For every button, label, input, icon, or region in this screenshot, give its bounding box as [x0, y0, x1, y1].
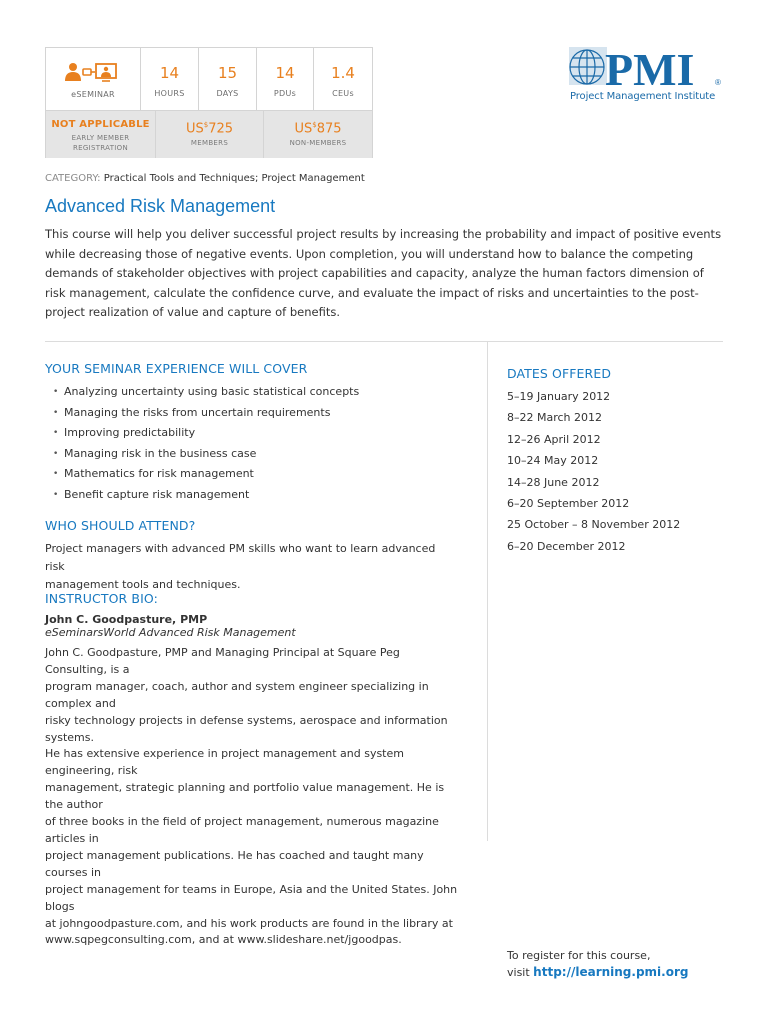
instructor-course: eSeminarsWorld Advanced Risk Management [45, 626, 296, 639]
early-registration-cell [46, 111, 156, 158]
cover-list [45, 382, 359, 505]
nonmembers-label: NON-MEMBERS [289, 139, 347, 148]
category-value: Practical Tools and Techniques; Project Management [103, 173, 365, 184]
course-info-table [45, 47, 373, 158]
bio-line: at johngoodpasture.com, and his work products are found in the library at [45, 916, 453, 930]
days-value: 15 [217, 64, 238, 82]
instructor-heading: INSTRUCTOR BIO: [45, 591, 158, 606]
list-item: • Improving predictability [45, 423, 359, 444]
register-prefix: visit [507, 966, 534, 979]
pdus-cell [257, 48, 314, 110]
ceus-label: CEUs [332, 89, 354, 98]
bio-line: management, strategic planning and portfolio value management. He is the author [45, 781, 445, 812]
days-cell [199, 48, 257, 110]
date-item: 6–20 September 2012 [507, 496, 630, 510]
cover-heading: YOUR SEMINAR EXPERIENCE WILL COVER [45, 361, 308, 376]
hours-label: HOURS [154, 89, 185, 98]
dates-list [507, 386, 680, 557]
members-label: MEMBERS [190, 139, 229, 148]
format-label: eSEMINAR [71, 90, 115, 99]
hours-value: 14 [159, 64, 180, 82]
early-registration-label-2: REGISTRATION [72, 144, 128, 152]
svg-text:®: ® [715, 78, 721, 87]
pdus-label: PDUs [273, 89, 297, 98]
list-item: • Managing risk in the business case [45, 444, 359, 465]
ceus-cell [314, 48, 372, 110]
hours-cell [141, 48, 199, 110]
eseminar-icon [63, 61, 123, 83]
date-item: 6–20 December 2012 [507, 539, 626, 553]
column-divider [487, 341, 488, 841]
nonmembers-price-cell [264, 111, 372, 158]
pmi-logo-name: Project Management Institute [570, 91, 716, 102]
bio-line: program manager, coach, author and system engineer specializing in complex and [45, 679, 429, 710]
bio-line: project management publications. He has coached and taught many courses in [45, 848, 424, 879]
days-label: DAYS [216, 89, 239, 98]
early-registration-status: NOT APPLICABLE [51, 119, 150, 130]
instructor-name: John C. Goodpasture, PMP [45, 613, 208, 626]
ceus-value: 1.4 [331, 64, 355, 82]
instructor-bio [45, 645, 465, 949]
bio-line: risky technology projects in defense systems, aerospace and information systems. [45, 713, 448, 744]
dates-heading: DATES OFFERED [507, 366, 612, 381]
date-item: 14–28 June 2012 [507, 475, 600, 489]
list-item: • Analyzing uncertainty using basic statistical concepts [45, 382, 359, 403]
format-cell [46, 48, 141, 110]
pdus-value: 14 [275, 64, 295, 82]
who-text [45, 540, 445, 594]
date-item: 10–24 May 2012 [507, 454, 599, 468]
who-text-line: Project managers with advanced PM skills who want to learn advanced risk [45, 542, 436, 573]
section-divider [45, 341, 723, 342]
early-registration-label-1: EARLY MEMBER [71, 134, 130, 142]
date-item: 25 October – 8 November 2012 [507, 518, 681, 532]
list-item: • Benefit capture risk management [45, 485, 359, 506]
bio-line: of three books in the field of project management, numerous magazine articles in [45, 815, 439, 845]
who-heading: WHO SHOULD ATTEND? [45, 518, 196, 533]
globe-icon [569, 45, 725, 91]
register-line: To register for this course, [507, 949, 651, 962]
register-note [507, 947, 688, 981]
date-item: 8–22 March 2012 [507, 411, 603, 425]
bio-line: project management for teams in Europe, Asia and the United States. John blogs [45, 882, 458, 913]
bio-line: www.sqpegconsulting.com, and at www.slideshare.net/jgoodpas. [45, 933, 402, 947]
date-item: 12–26 April 2012 [507, 432, 601, 446]
register-link[interactable]: http://learning.pmi.org [533, 965, 689, 979]
list-item: • Mathematics for risk management [45, 464, 359, 485]
list-item: • Managing the risks from uncertain requirements [45, 403, 359, 424]
who-text-line: management tools and techniques. [45, 578, 241, 591]
date-item: 5–19 January 2012 [507, 390, 611, 403]
nonmembers-price: US$875 [294, 121, 342, 137]
page-title: Advanced Risk Management [45, 196, 276, 216]
bio-line: John C. Goodpasture, PMP and Managing Principal at Square Peg Consulting, is a [45, 646, 400, 676]
members-price: US$725 [185, 121, 234, 137]
course-description: This course will help you deliver successful project results by increasing the probability and impact of positive events while decreasing those of negative events. Upon completion, you will understand how to balance the competing demands of stakeholder objectives with project capabilities and capacity, analyze the human factors dimension of risk management, calculate the confidence curve, and evaluate the impact of risks and uncertainties to the post-project realization of value and capture of benefits. [45, 227, 722, 320]
bio-line: He has extensive experience in project management and system engineering, risk [45, 747, 404, 778]
members-price-cell [156, 111, 264, 158]
pmi-logo [569, 45, 725, 105]
svg-text:PMI: PMI [605, 45, 695, 91]
category-line [45, 173, 365, 184]
category-label: CATEGORY: [45, 173, 101, 184]
